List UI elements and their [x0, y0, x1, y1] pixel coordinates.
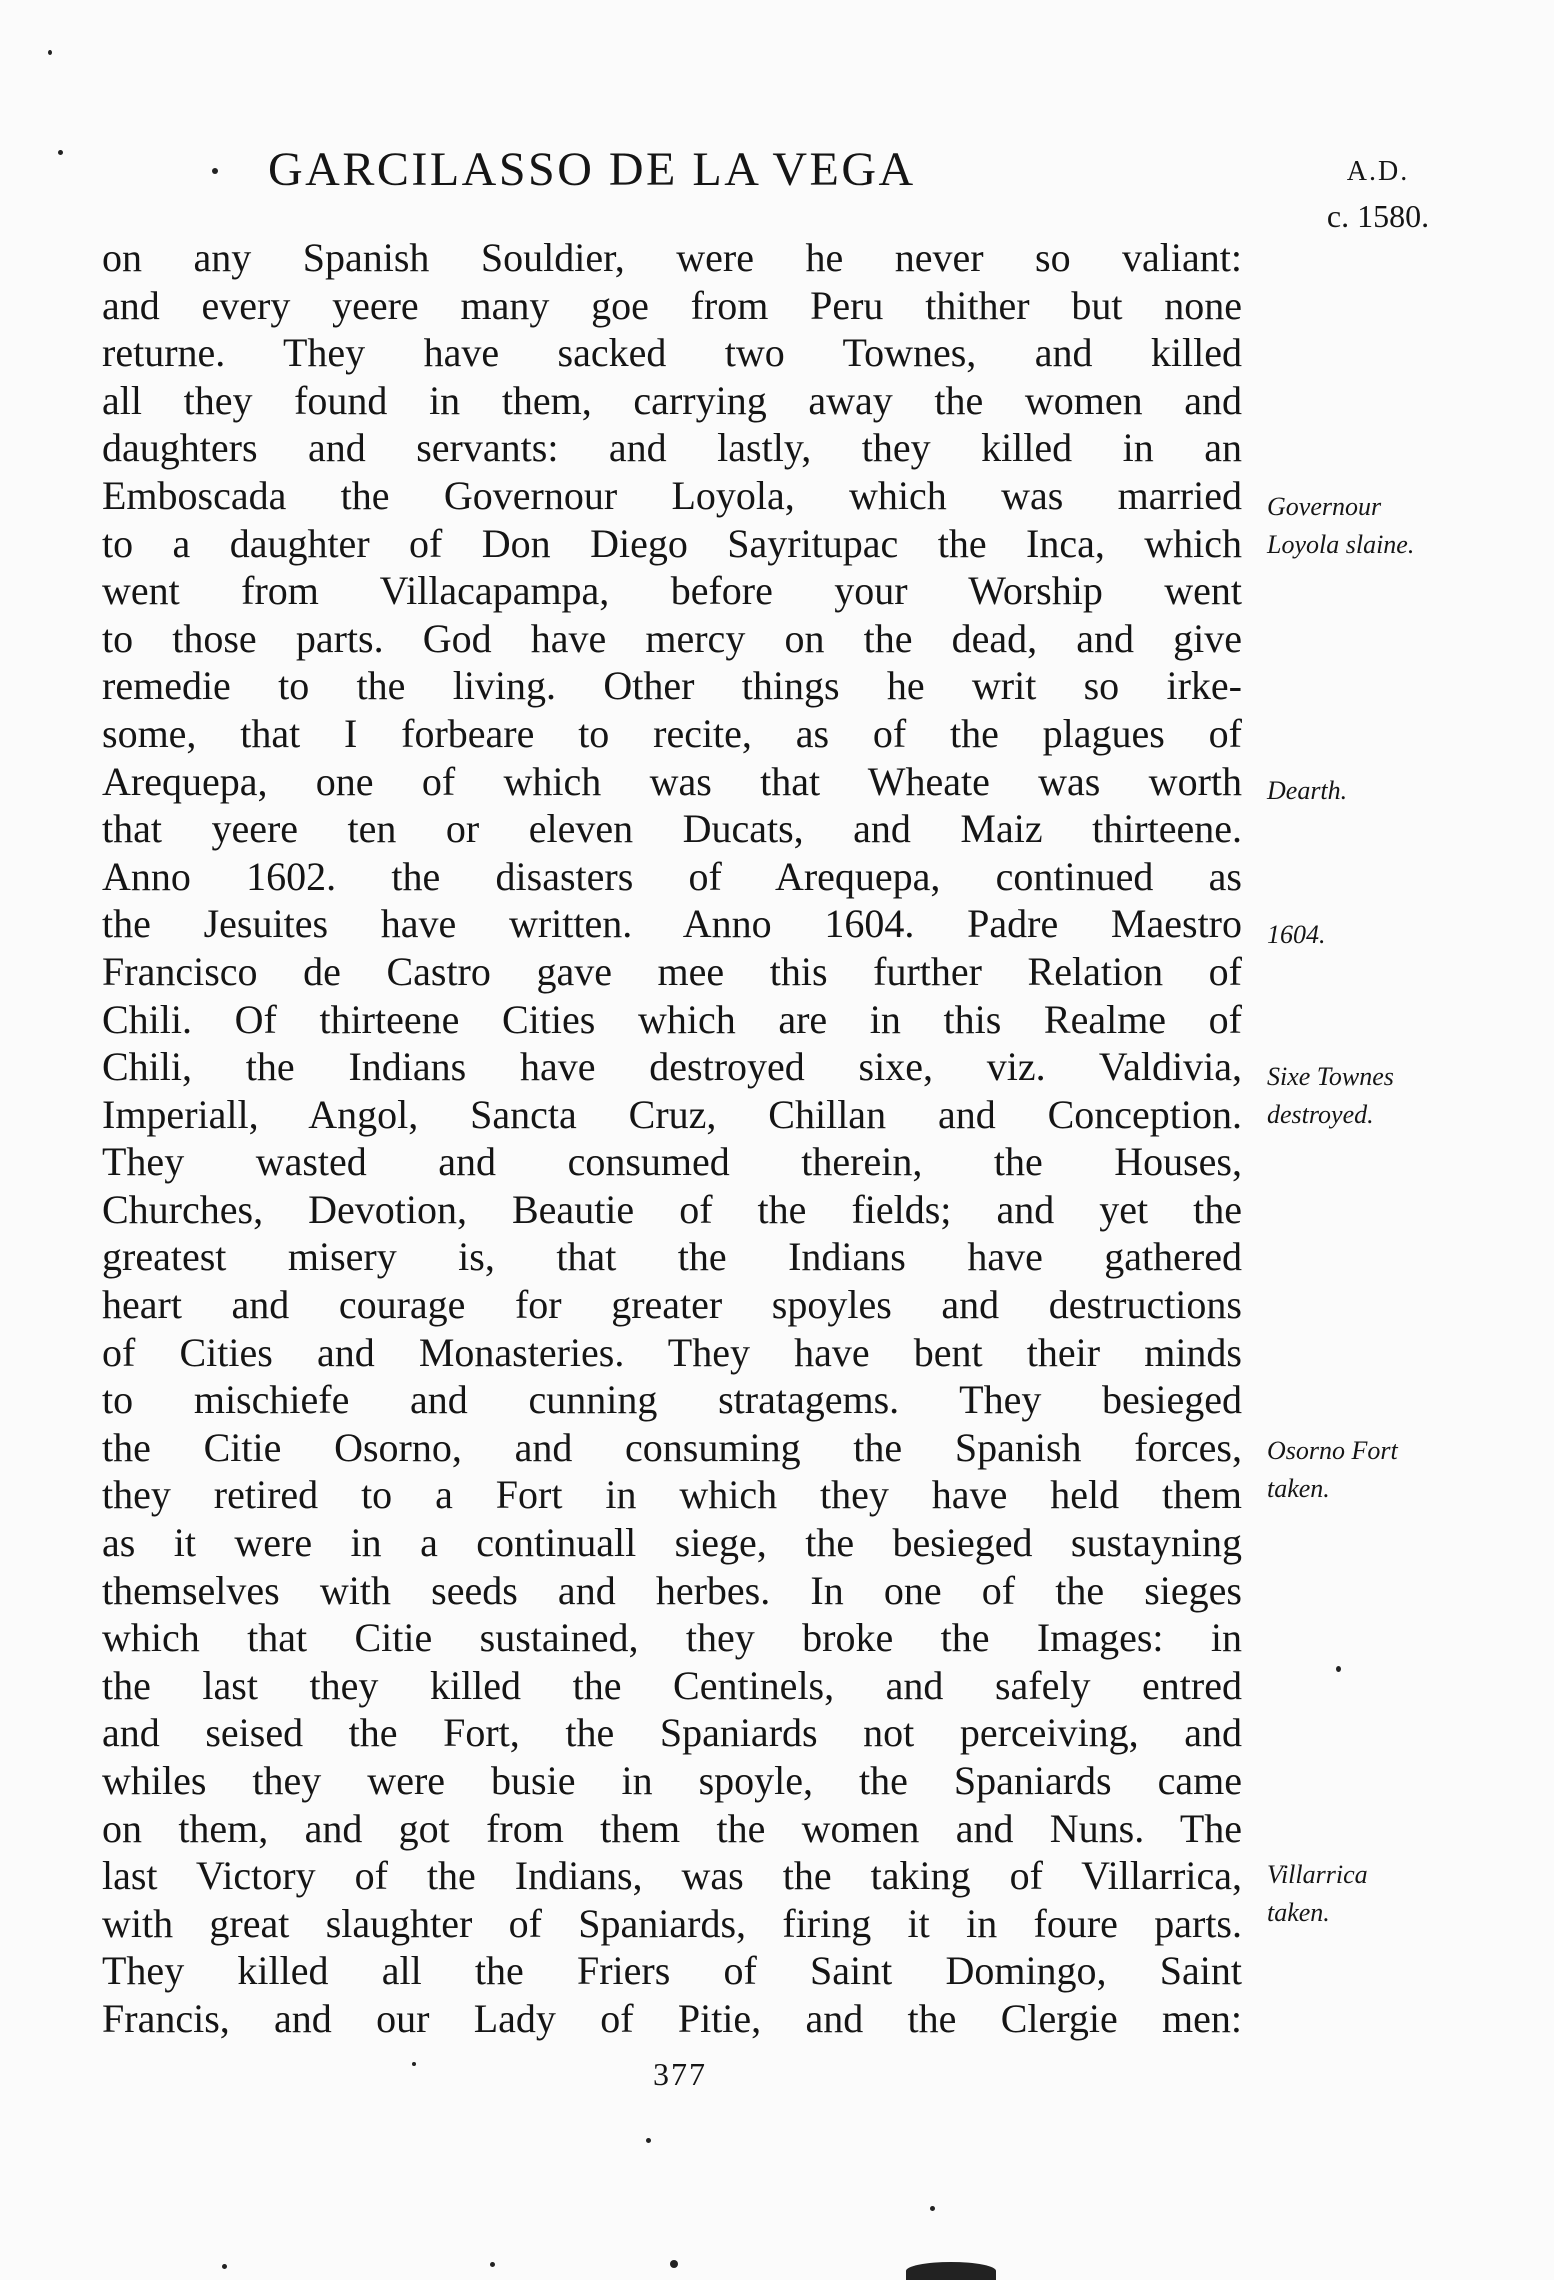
body-line: all they found in them, carrying away the women and: [102, 377, 1242, 423]
body-line: Chili, the Indians have destroyed sixe, viz. Valdivia,: [102, 1044, 1242, 1090]
scan-speck: [222, 2264, 227, 2269]
body-line: Arequepa, one of which was that Wheate was worth: [102, 758, 1242, 804]
body-line: that yeere ten or eleven Ducats, and Maiz thirteene.: [102, 806, 1242, 852]
margin-note-governour: [1267, 488, 1467, 564]
body-line: some, that I forbeare to recite, as of the plagues of: [102, 710, 1242, 756]
page-number: 377: [653, 2056, 707, 2092]
page-header-date: [1318, 150, 1438, 238]
body-line: remedie to the living. Other things he writ so irke-: [102, 663, 1242, 709]
margin-note-line: destroyed.: [1267, 1100, 1374, 1129]
body-line: and every yeere many goe from Peru thither but none: [102, 282, 1242, 328]
body-line: they retired to a Fort in which they have held them: [102, 1472, 1242, 1518]
date-year: c. 1580.: [1326, 198, 1430, 234]
body-line: daughters and servants: and lastly, they killed in an: [102, 425, 1242, 471]
body-line: Emboscada the Governour Loyola, which was married: [102, 472, 1242, 518]
margin-note-line: Villarrica: [1267, 1860, 1368, 1889]
margin-note-line: 1604.: [1267, 920, 1326, 949]
scan-speck: [670, 2260, 678, 2268]
body-line: Francisco de Castro gave mee this further Relation of: [102, 948, 1242, 994]
margin-note-1604: [1267, 916, 1467, 954]
margin-note-line: Loyola slaine.: [1267, 530, 1415, 559]
body-line: returne. They have sacked two Townes, and killed: [102, 330, 1242, 376]
body-line: Francis, and our Lady of Pitie, and the Clergie men:: [102, 1995, 1242, 2041]
body-line: on them, and got from them the women and Nuns. The: [102, 1805, 1242, 1851]
body-line: which that Citie sustained, they broke the Images: in: [102, 1615, 1242, 1661]
scan-speck: [490, 2262, 495, 2267]
margin-note-line: Governour: [1267, 492, 1382, 521]
body-line: They killed all the Friers of Saint Domingo, Saint: [102, 1948, 1242, 1994]
body-line: and seised the Fort, the Spaniards not perceiving, and: [102, 1710, 1242, 1756]
body-line: the Jesuites have written. Anno 1604. Padre Maestro: [102, 901, 1242, 947]
margin-note-line: Sixe Townes: [1267, 1062, 1394, 1091]
body-line: of Cities and Monasteries. They have bent their minds: [102, 1329, 1242, 1375]
scan-speck: [212, 168, 218, 174]
body-line: Churches, Devotion, Beautie of the fields; and yet the: [102, 1186, 1242, 1232]
scan-speck: [58, 150, 63, 155]
body-line: Anno 1602. the disasters of Arequepa, continued as: [102, 853, 1242, 899]
margin-note-line: taken.: [1267, 1474, 1330, 1503]
body-line: on any Spanish Souldier, were he never so valiant:: [102, 235, 1242, 280]
body-line: went from Villacapampa, before your Worship went: [102, 568, 1242, 614]
body-line: Imperiall, Angol, Sancta Cruz, Chillan and Conception.: [102, 1091, 1242, 1137]
body-line: Chili. Of thirteene Cities which are in this Realme of: [102, 996, 1242, 1042]
body-text: [102, 234, 1242, 2043]
body-line: whiles they were busie in spoyle, the Spaniards came: [102, 1758, 1242, 1803]
body-line: with great slaughter of Spaniards, firing it in foure parts.: [102, 1900, 1242, 1946]
body-line: the last they killed the Centinels, and safely entred: [102, 1662, 1242, 1708]
margin-note-dearth: [1267, 772, 1467, 810]
scan-speck: [646, 2138, 651, 2143]
margin-note-sixe-townes: [1267, 1058, 1467, 1134]
margin-note-line: Osorno Fort: [1267, 1436, 1398, 1465]
scan-speck: [412, 2062, 416, 2066]
body-line: to mischiefe and cunning stratagems. They besieged: [102, 1377, 1242, 1423]
margin-note-line: Dearth.: [1267, 776, 1348, 805]
page-header-title: GARCILASSO DE LA VEGA: [268, 143, 916, 196]
body-line: to those parts. God have mercy on the dead, and give: [102, 615, 1242, 661]
margin-note-line: taken.: [1267, 1898, 1330, 1927]
body-line: themselves with seeds and herbes. In one of the sieges: [102, 1567, 1242, 1613]
body-line: to a daughter of Don Diego Sayritupac the Inca, which: [102, 520, 1242, 566]
date-era: A.D.: [1346, 156, 1410, 187]
body-line: greatest misery is, that the Indians have gathered: [102, 1234, 1242, 1280]
body-line: the Citie Osorno, and consuming the Spanish forces,: [102, 1424, 1242, 1470]
body-line: heart and courage for greater spoyles and destructions: [102, 1282, 1242, 1328]
scan-speck: [930, 2206, 935, 2211]
body-line: They wasted and consumed therein, the Houses,: [102, 1139, 1242, 1185]
scan-speck: [48, 50, 52, 55]
body-line: last Victory of the Indians, was the taking of Villarrica,: [102, 1853, 1242, 1899]
body-line: as it were in a continuall siege, the besieged sustayning: [102, 1520, 1242, 1566]
scan-speck: [906, 2262, 996, 2280]
scan-speck: [1336, 1666, 1341, 1672]
margin-note-osorno: [1267, 1432, 1467, 1508]
margin-note-villarrica: [1267, 1856, 1467, 1932]
